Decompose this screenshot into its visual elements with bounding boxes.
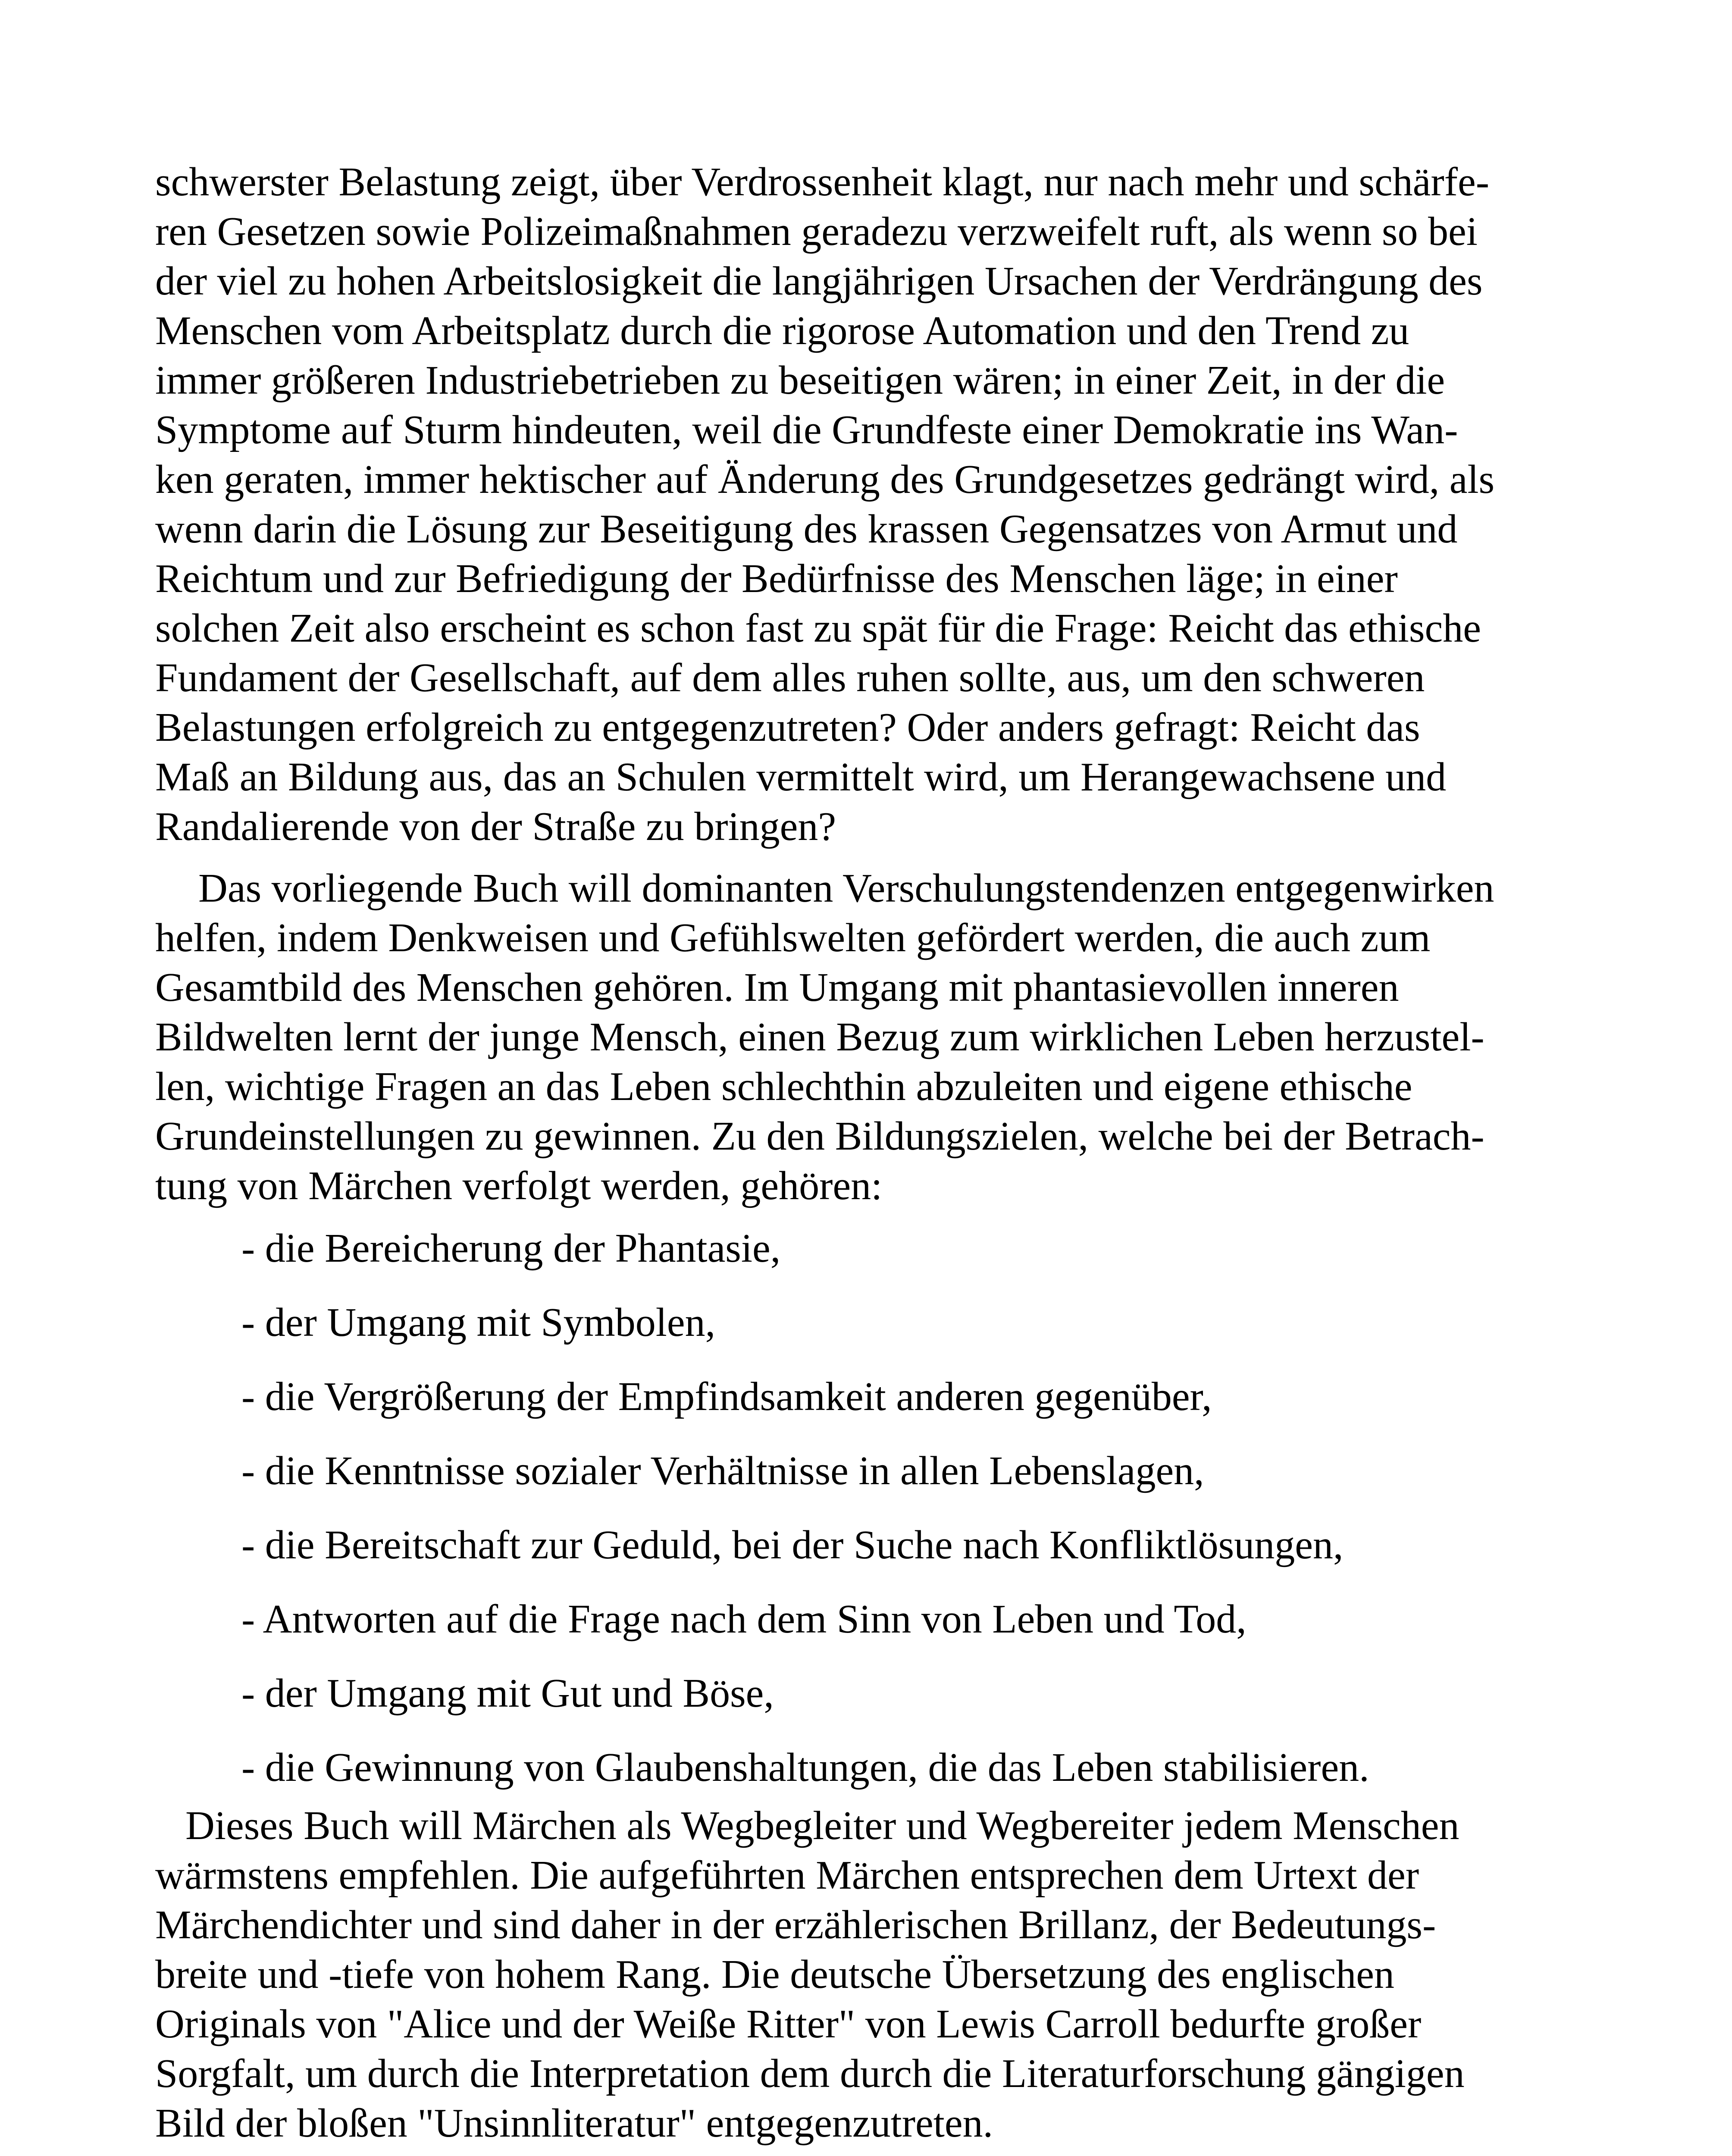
text-line: Bild der bloßen "Unsinnliteratur" entgegenzutreten. — [155, 2101, 993, 2146]
text-line: tung von Märchen verfolgt werden, gehören: — [155, 1163, 883, 1208]
text-line: ren Gesetzen sowie Polizeimaßnahmen geradezu verzweifelt ruft, als wenn so bei — [155, 209, 1478, 254]
text-line: der viel zu hohen Arbeitslosigkeit die langjährigen Ursachen der Verdrängung des — [155, 259, 1483, 304]
list-item: - die Bereicherung der Phantasie, — [241, 1226, 781, 1271]
text-line: breite und -tiefe von hohem Rang. Die deutsche Übersetzung des englischen — [155, 1952, 1394, 1997]
text-line: Grundeinstellungen zu gewinnen. Zu den Bildungszielen, welche bei der Betrach- — [155, 1114, 1485, 1159]
list-item: - Antworten auf die Frage nach dem Sinn von Leben und Tod, — [241, 1597, 1247, 1642]
list-item: - die Kenntnisse sozialer Verhältnisse in allen Lebenslagen, — [241, 1448, 1204, 1493]
text-line: solchen Zeit also erscheint es schon fast zu spät für die Frage: Reicht das ethische — [155, 606, 1481, 651]
text-line: Märchendichter und sind daher in der erzählerischen Brillanz, der Bedeutungs- — [155, 1902, 1436, 1947]
text-line: Randalierende von der Straße zu bringen? — [155, 804, 836, 849]
text-line: Menschen vom Arbeitsplatz durch die rigorose Automation und den Trend zu — [155, 308, 1409, 353]
list-item: - die Gewinnung von Glaubenshaltungen, die das Leben stabilisieren. — [241, 1745, 1369, 1790]
text-line: helfen, indem Denkweisen und Gefühlswelten gefördert werden, die auch zum — [155, 915, 1431, 960]
text-line: schwerster Belastung zeigt, über Verdrossenheit klagt, nur nach mehr und schärfe- — [155, 160, 1490, 204]
list-item: - der Umgang mit Gut und Böse, — [241, 1671, 774, 1716]
text-line: Symptome auf Sturm hindeuten, weil die Grundfeste einer Demokratie ins Wan- — [155, 407, 1458, 452]
text-line: wärmstens empfehlen. Die aufgeführten Märchen entsprechen dem Urtext der — [155, 1853, 1419, 1898]
text-line: ken geraten, immer hektischer auf Änderung des Grundgesetzes gedrängt wird, als — [155, 457, 1495, 502]
paragraph-2 — [155, 864, 1578, 1211]
list-item: - die Bereitschaft zur Geduld, bei der Suche nach Konfliktlösungen, — [241, 1523, 1344, 1567]
text-line: Reichtum und zur Befriedigung der Bedürfnisse des Menschen läge; in einer — [155, 556, 1398, 601]
text-line: Maß an Bildung aus, das an Schulen vermittelt wird, um Herangewachsene und — [155, 755, 1447, 799]
list-item: - der Umgang mit Symbolen, — [241, 1300, 716, 1345]
text-line: Sorgfalt, um durch die Interpretation dem durch die Literaturforschung gängigen — [155, 2051, 1465, 2096]
text-line: Gesamtbild des Menschen gehören. Im Umgang mit phantasievollen inneren — [155, 965, 1399, 1010]
text-line: immer größeren Industriebetrieben zu beseitigen wären; in einer Zeit, in der die — [155, 358, 1445, 403]
text-line: len, wichtige Fragen an das Leben schlechthin abzuleiten und eigene ethische — [155, 1064, 1413, 1109]
text-line: Belastungen erfolgreich zu entgegenzutreten? Oder anders gefragt: Reicht das — [155, 705, 1420, 750]
list-item: - die Vergrößerung der Empfindsamkeit anderen gegenüber, — [241, 1374, 1212, 1419]
paragraph-3 — [155, 1801, 1578, 2148]
education-goals-list — [155, 1224, 1578, 1792]
text-line: Bildwelten lernt der junge Mensch, einen Bezug zum wirklichen Leben herzustel- — [155, 1015, 1485, 1059]
paragraph-1 — [155, 157, 1578, 852]
text-line: Das vorliegende Buch will dominanten Verschulungstendenzen entgegenwirken — [198, 866, 1494, 911]
text-line: Dieses Buch will Märchen als Wegbegleiter und Wegbereiter jedem Menschen — [185, 1803, 1460, 1848]
text-line: wenn darin die Lösung zur Beseitigung des krassen Gegensatzes von Armut und — [155, 507, 1458, 552]
document-page — [155, 157, 1578, 2148]
text-line: Originals von "Alice und der Weiße Ritter" von Lewis Carroll bedurfte großer — [155, 2002, 1422, 2046]
text-line: Fundament der Gesellschaft, auf dem alles ruhen sollte, aus, um den schweren — [155, 655, 1425, 700]
